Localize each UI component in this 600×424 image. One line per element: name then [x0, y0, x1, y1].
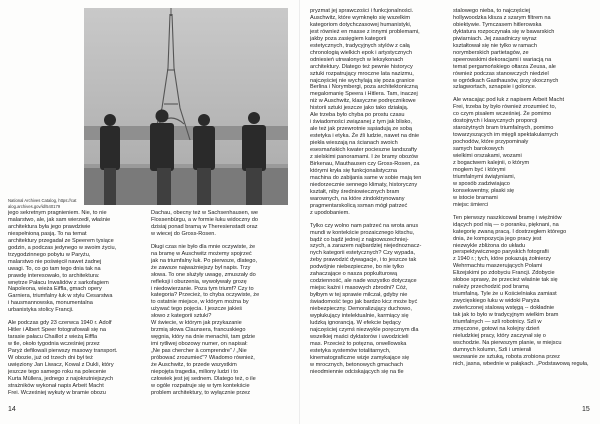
paragraph: Długi czas nie było dla mnie oczywiste, że na bramę w Auschwitz możemy spojrzeć jak na triumfalny łuk. Po pierwsze, dlatego, że zawsze najważniejszy był napis. Trzy słowa. To one służyły uwagę, zmuszały do refleksji i oburzenia, wywoływały grozę i niedowierzanie. Poza tym triumf? Czy to kategoria? Przecież, to chyba oczywiste, że to ostatnie miejsce, w którym można by używać tego pojęcia. I jeszcze jakieś słowo z kategorii sztuki? W świecie, w którym jak przykazanie brzmią słowa Claunsera, francuskiego węgnia, który na dnie menachii, tam gdzie imi rytliwej obozowy numer, on napisał: „Ne pas chercher à comprendre” / „Nie próbować zrozumieć”? Wiadomo również, że Auschwitz, to przede wszystkim niepojęta tragedia, miliony ludzi i to człowiek jest jej sednem. Dlatego też, o ile w ogóle rozpatruje się w tym kontekście problem architektury, to wyłącznie przez [151, 243, 260, 396]
right-column-1 [310, 8, 448, 406]
paragraph: jego sekretnym pragnieniem. Nie, to nie malarstwo, ale, jak sam wierzedł, właśnie architektura była jego prawdziwie niespełnioną pasją. To na temat architektury przegadał ze Speerem tysiące godzin, a podczas jedynego w swoim życiu, trzygodzinnego pobytu w Paryżu, malarstwo nie poświęcił nawet żadnej uwagi. To, co go tam tego dnia tak na prawdę interesowało, to architektura: wnętrze Pałacu Inwalidów z sarkofagiem Napoleona, wieża Eiffla, gmach opery Garniera, triumfalny łuk w stylu Cesarstwa i hausmannowska, monumentalna urbanistyka stolicy Francji. [8, 210, 117, 314]
photo-caption: National Archives Catalog, https://catalog.archives.gov/id/540179 [8, 198, 77, 209]
paragraph: pryzmat jej sprawczości i funkcjonalności. Auschwitz, które wymknęło się wszelkim kategoriom dotychczasowej humanistyki, jest również en masse z innymi problemami, jakby poza zasięgiem kategorii estetycznych, tradycyjnych stylów z całą chronologią wielkich epok i artystycznych odniesień utrwalonych w leksykonach architektury. Dlatego też pewnie historycy sztuki rozpatrujący mroczne lata nazizmu, najczęściej nie wychylają się poza granice Berlina i Norymbergi, poza architektoniczną megalomanię Speera i Hitlera. Tam, inaczej niż w Auschwitz, klasyczne podręcznikowe historii sztuki jeszcze jako tako działają. Ale trzeba było chyba po prostu czasu i świadomości związanej z tym jak blisko, ale też jak przewrotnie sąsiadują ze sobą estetyka i etyka. Że źli ludzie, nawet na dnie piekła wieszają na ścianach swoich esesmańskich kwater pocieszne landszafty z sielskimi panoramami. I że bramy obozów Birkenau, Mauthausen czy Gross-Rosen, za którymi kryła się funkcjonalistyczna machina do zabijania same w sobie mają ten niedorzecznie sennego klimaty, historyczny kształt, niby średniowiecznych bram warownych, na które zindoktrynowany pragmentarskolicą ssman mógł patrzeć z upodobaniem. [310, 8, 422, 216]
paragraph: Ale podczas gdy 23 czerwca 1940 r. Adolf Hitler i Albert Speer fotografowali się na tarasie pałacu Chaillot z wieżą Eiffla w tle, około tygodnia wcześniej przez Paryż defilowali pierwszy masowy transport. W obozie, już od trzech dni był też uwięziony Jan Liwacz, Kowal z Dukli, który jeszcze tego samego roku na polecenie Kurta Müllera, jednego z najokrutniejszych strażników wykonał napis Arbeit Macht Frei. Wcześniej wykuty w bramie obozu [8, 320, 118, 396]
left-column-1 [8, 210, 146, 406]
right-column-2 [453, 8, 593, 406]
page-number: 15 [582, 406, 590, 413]
paragraph: Dachau, obecny też w Sachsenhausen, we Flossenbürgu, a w formie łuku widoczny do dzisiaj ponad bramą w Theresienstadt oraz w wiecej do Gross-Rosen. [151, 210, 258, 237]
paragraph: stalowego nieba, to najczęściej hollywoodzka klisza z szarym filtrem na obiektywie. Tymczasem hitlerowska dyktatura rozpoczynała się w bawarskich piwiarniach. Jej zasadniczy wyraz kształtował się nie tylko w ramach norymberskich partietagów, ze speerowskimi dekoracjami i wariacją na temat pergamońskiego ołtarza Zeusa, ale również podczas stanowczych niedziel w ogródkach Gasthausów, przy skocznych szlagwortach, sznapsie i golonce. [453, 8, 559, 91]
page-number: 14 [8, 406, 16, 413]
photo-eiffel-tower-group [84, 8, 288, 205]
paragraph: Ten pierwszy naszkicował bramę i więźniów idących pod nią — o poranku, pięknani, na kategorię zwaną pracą. I dostrzegłem którego dnia, że kompozycja jego pracy jest niezwykle zbliżona do układu perspektywicznego paryskich fotografii z 1940 r.; tych, które pokazują żołnierzy Wehrmachtu maszerujących Polami Elizejskimi po zdobyciu Francji. Zdobycie słoboe sprawy, że przecież właśnie tak się należy przechodzić pod bramą triumfalną. Tyle że u Kościelniaka zamiast zwycięskiego łuku w widoki Paryża zwieńczonej stalową wstęgą -- dokładnie tak jak to było w tradycyjnym wielkim bram triumfalnych — szli robotnicy. Szli w zmęczone, gotowi na kolejny dzień nieludzkiej pracy, który zaczynał się o wschodzie. Na pierwszym planie, w miejscu dumnych kolumn, Szli i umierali wezwanie ze sztuką, robota zrobiona przez nich, jasna, wbednie w pałąkach. „Podstawową reguła, [453, 214, 589, 367]
right-page [300, 0, 600, 424]
paragraph: Tylko czy wolno nam patrzeć na wrota anus mundi w kontekście prozaicznego kitschu, bądź co bądź jednej z najpowszechniej- szych, a zarazem najbardziej niejednoznacz- nych kategorii estetycznych? Czy wypada, żeby prawodzić dywagacje, i to jeszcze tak podwójnie niebezpieczne, bo nie tylko zahaczające o nasza popkulturową codzienność, ale nade wszystko dotyczące miejsc kaźni i masowych zbrodni? Cóż, byłbym w tej sprawie milczał, gdyby nie świadomość tego jak bardzo kicz może być niebezpieczny. Demoralizujący duchowo, wypłukujący intelektualnie, karmiący się ludzką ignorancją. W efekcie będący najczęściej czymś niezwykle poręcznym dla wszelkiej maści dyktatorów i uwodzicieli mas. Przecież to potęzna, orwellowska estetyka systemów totalitarnych, kinematograficzne wizje zamykające się w mrocznych, betonowych gmachach nieodmiennie odciskających się na tle [310, 222, 422, 375]
paragraph: Ale wracając pod łuk z napisem Arbeit Macht Frei, trzeba by było również zrozumieć to, co czym pisałem wcześniej. Że pomimo dostojnych i klasycznych proporcji starożytnych bram triumfalnych, pomimo towarzyszących im mięgli spektakularnych pochodów, które przypominały samych barokowych wielkimi orszakami, wozami z bogactwem kalejnii, o którym mogłem być i którymi triumfalnymi świątyniami, w sposób zadziwiająco konsekwentny, płaski się w istocie bramami miejsc śmierci [453, 97, 564, 208]
left-column-2 [151, 210, 293, 406]
archival-photo [84, 8, 288, 205]
